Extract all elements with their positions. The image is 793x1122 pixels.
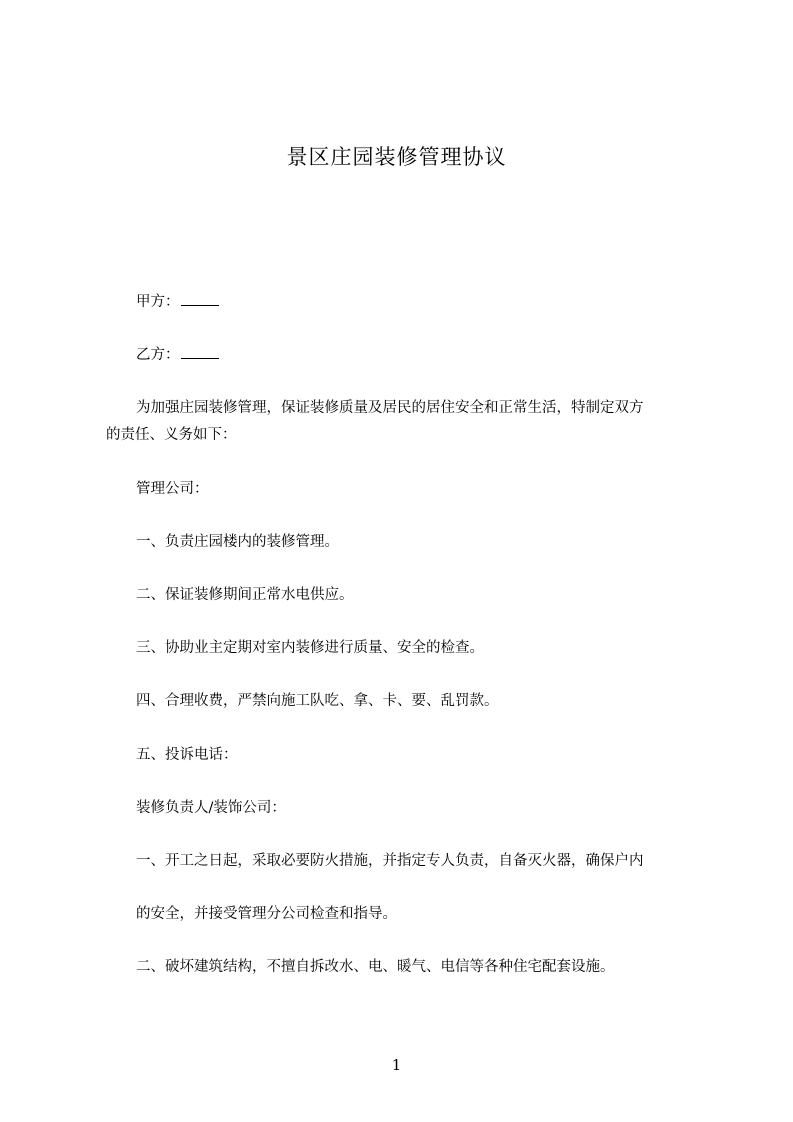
document-title: 景区庄园装修管理协议 xyxy=(286,145,507,169)
management-item-4: 四、合理收费，严禁向施工队吃、拿、卡、要、乱罚款。 xyxy=(136,693,499,709)
management-item-2: 二、保证装修期间正常水电供应。 xyxy=(136,587,354,603)
intro-line-2: 的责任、义务如下： xyxy=(106,427,237,443)
decorator-item-1-cont: 的安全，并接受管理分公司检查和指导。 xyxy=(136,906,397,922)
page-number: 1 xyxy=(391,1056,402,1074)
party-a-line xyxy=(136,292,219,312)
party-b-blank xyxy=(181,345,219,359)
management-item-3: 三、协助业主定期对室内装修进行质量、安全的检查。 xyxy=(136,640,484,656)
management-item-1: 一、负责庄园楼内的装修管理。 xyxy=(136,534,339,550)
management-heading: 管理公司： xyxy=(136,481,209,497)
decorator-item-1: 一、开工之日起，采取必要防火措施，并指定专人负责，自备灭火器，确保户内 xyxy=(136,853,644,869)
party-a-blank xyxy=(181,292,219,306)
party-a-label: 甲方： xyxy=(136,294,180,310)
decorator-heading: 装修负责人/装饰公司： xyxy=(136,800,286,816)
party-b-label: 乙方： xyxy=(136,347,180,363)
management-item-5: 五、投诉电话： xyxy=(136,747,238,763)
party-b-line xyxy=(136,345,219,365)
intro-line-1: 为加强庄园装修管理，保证装修质量及居民的居住安全和正常生活，特制定双方 xyxy=(136,400,644,416)
decorator-item-2: 二、破坏建筑结构，不擅自拆改水、电、暖气、电信等各种住宅配套设施。 xyxy=(136,959,615,975)
